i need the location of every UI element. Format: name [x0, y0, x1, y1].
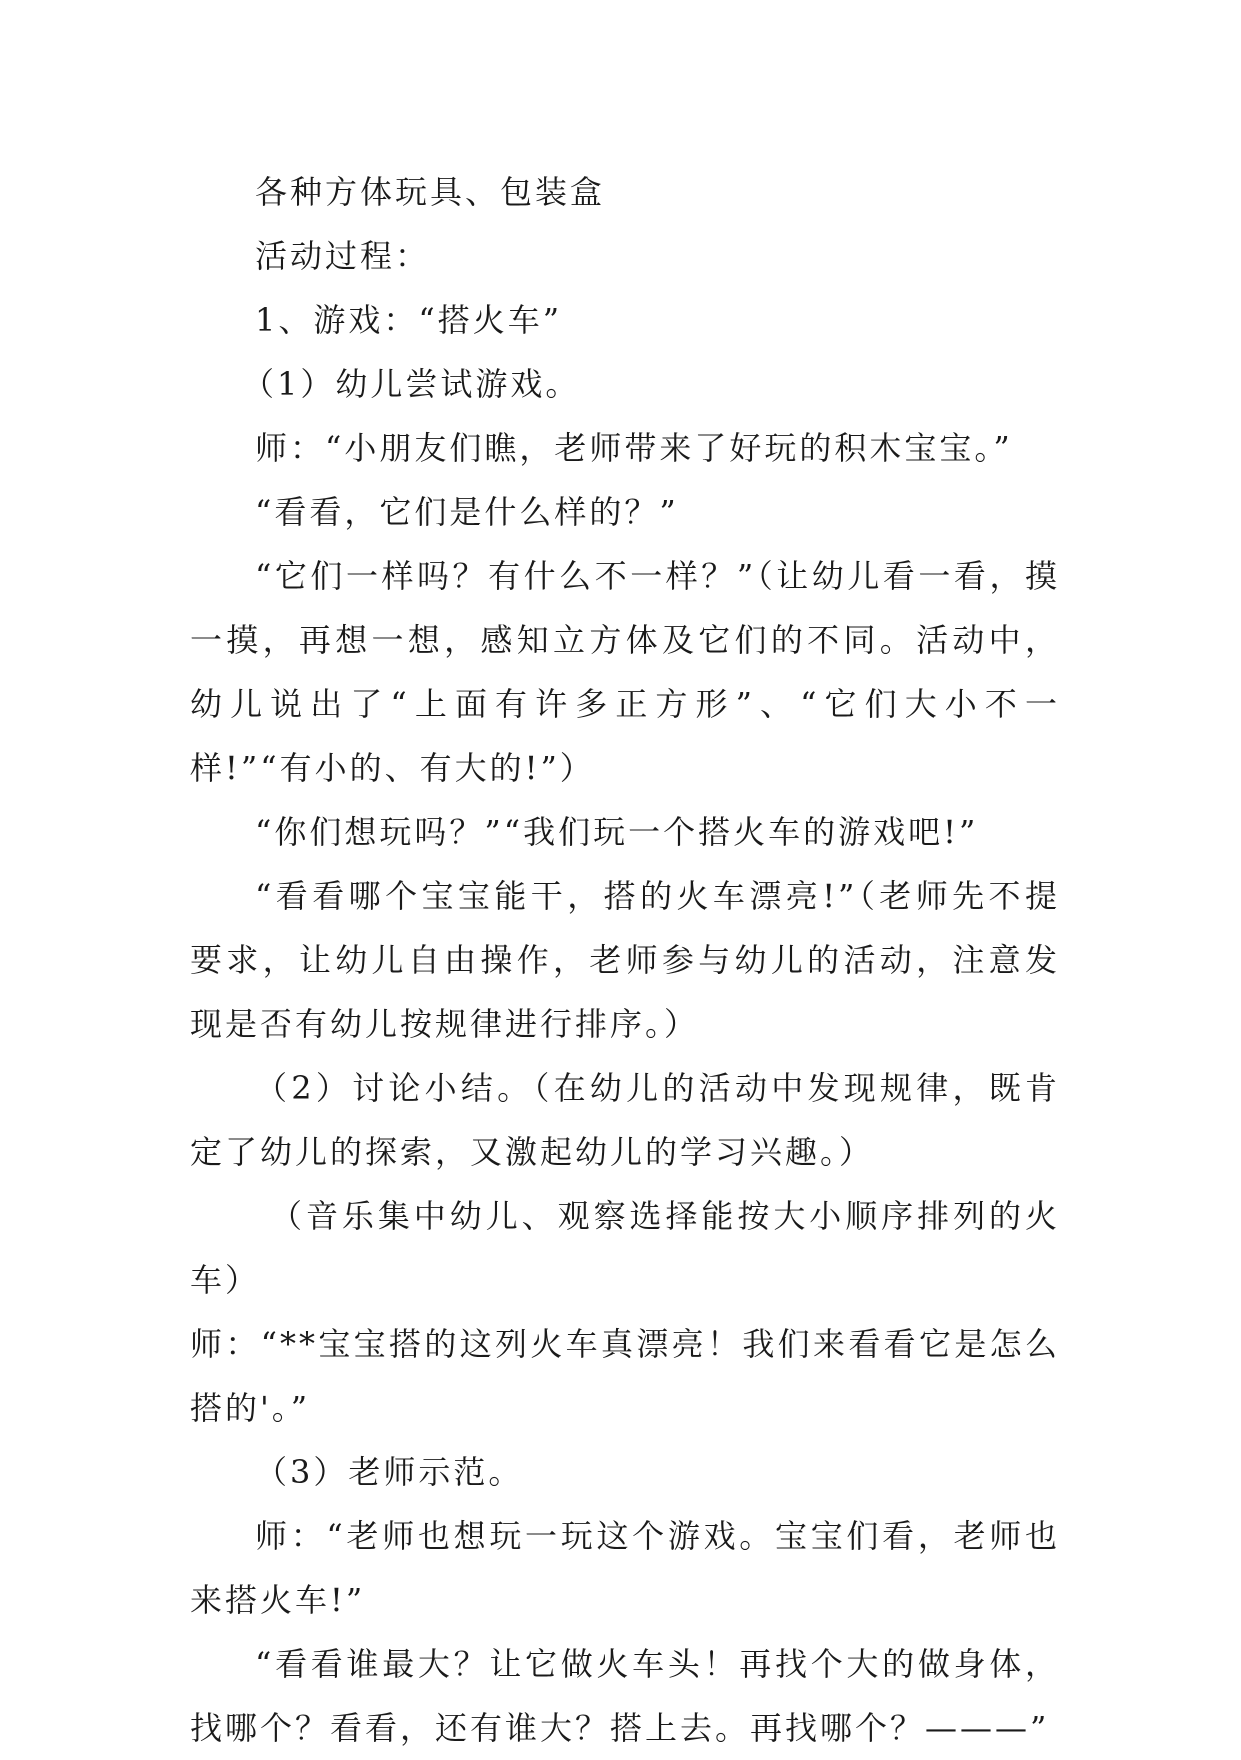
- paragraph-materials: 各种方体玩具、包装盒: [255, 173, 606, 211]
- paragraph-free-play: “看看哪个宝宝能干，搭的火车漂亮!”（老师先不提要求，让幼儿自由操作，老师参与幼儿的活动，注意发现是否有幼儿按规律进行排序。）: [190, 877, 1060, 1043]
- paragraph-process-heading: 活动过程：: [255, 237, 431, 275]
- paragraph-step-2: （2）讨论小结。（在幼儿的活动中发现规律，既肯定了幼儿的探索，又激起幼儿的学习兴趣。）: [190, 1069, 1060, 1171]
- paragraph-step-3: （3）老师示范。: [255, 1453, 524, 1491]
- document-body: [190, 160, 1060, 1760]
- paragraph-step-1: （1）幼儿尝试游戏。: [242, 365, 581, 403]
- paragraph-teacher-intro: 师：“小朋友们瞧，老师带来了好玩的积木宝宝。”: [255, 429, 1013, 467]
- paragraph-question-same: “它们一样吗？有什么不一样？”（让幼儿看一看，摸一摸，再想一想，感知立方体及它们的不同。活动中，幼儿说出了“上面有许多正方形”、“它们大小不一样!”“有小的、有大的!”）: [190, 557, 1060, 787]
- paragraph-game-heading: 1、游戏：“搭火车”: [255, 301, 563, 339]
- paragraph-teacher-demo: 师：“老师也想玩一玩这个游戏。宝宝们看，老师也来搭火车!”: [190, 1517, 1060, 1619]
- paragraph-teacher-praise: 师：“**宝宝搭的这列火车真漂亮！我们来看看它是怎么搭的'。”: [190, 1325, 1060, 1427]
- paragraph-train-order: “看看谁最大？让它做火车头！再找个大的做身体，找哪个？看看，还有谁大？搭上去。再找哪个？———”: [190, 1645, 1060, 1747]
- paragraph-question-look: “看看，它们是什么样的？”: [255, 493, 679, 531]
- paragraph-question-play: “你们想玩吗？”“我们玩一个搭火车的游戏吧!”: [255, 813, 979, 851]
- paragraph-music: （音乐集中幼儿、观察选择能按大小顺序排列的火车）: [190, 1197, 1060, 1299]
